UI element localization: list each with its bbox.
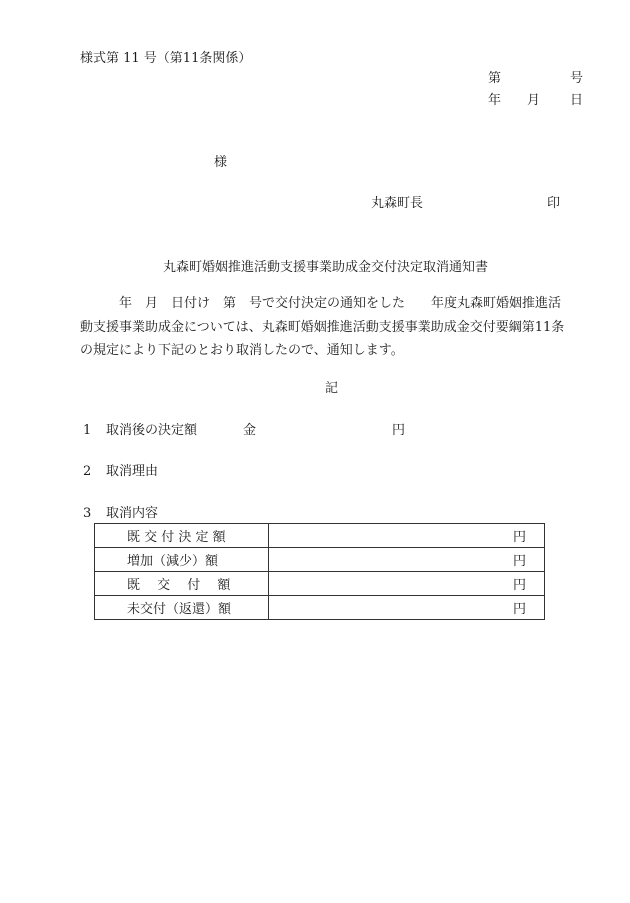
ki-heading: 記 — [325, 381, 339, 396]
row-label: 既 交 付 決 定 額 — [95, 524, 269, 548]
date-day: 日 — [570, 93, 584, 108]
body-line-2: 動支援事業助成金については、丸森町婚姻推進活動支援事業助成金交付要綱第11条 — [80, 320, 565, 335]
doc-number-dai: 第 — [488, 71, 502, 86]
row-label: 既 交 付 額 — [95, 572, 269, 596]
body-line-3: の規定により下記のとおり取消したので、通知します。 — [80, 343, 404, 358]
cancellation-table — [94, 523, 545, 620]
item-2-number: 2 — [83, 464, 92, 479]
document-title: 丸森町婚姻推進活動支援事業助成金交付決定取消通知書 — [163, 260, 489, 275]
doc-number-go: 号 — [570, 71, 584, 86]
item-3-number: 3 — [83, 506, 92, 521]
item-1-number: 1 — [83, 423, 92, 438]
body-line-1: 年 月 日付け 第 号で交付決定の通知をした 年度丸森町婚姻推進活 — [80, 296, 562, 311]
item-3-label: 取消内容 — [106, 506, 159, 521]
item-2-label: 取消理由 — [106, 464, 159, 479]
date-month: 月 — [527, 93, 541, 108]
table-row — [95, 548, 545, 572]
item-1-yen: 円 — [392, 423, 406, 438]
recipient-sama: 様 — [214, 155, 228, 170]
table-row — [95, 596, 545, 620]
table-row — [95, 572, 545, 596]
table-row — [95, 524, 545, 548]
date-year: 年 — [488, 93, 502, 108]
row-label: 未交付（返還）額 — [95, 596, 269, 620]
issuer-seal: 印 — [547, 196, 561, 211]
issuer-title: 丸森町長 — [371, 196, 424, 211]
form-number: 様式第 11 号（第11条関係） — [80, 51, 252, 66]
item-1-kin: 金 — [243, 423, 257, 438]
row-value-unit: 円 — [269, 572, 545, 596]
item-1-label: 取消後の決定額 — [106, 423, 198, 438]
row-value-unit: 円 — [269, 548, 545, 572]
row-value-unit: 円 — [269, 596, 545, 620]
row-label: 増加（減少）額 — [95, 548, 269, 572]
row-value-unit: 円 — [269, 524, 545, 548]
